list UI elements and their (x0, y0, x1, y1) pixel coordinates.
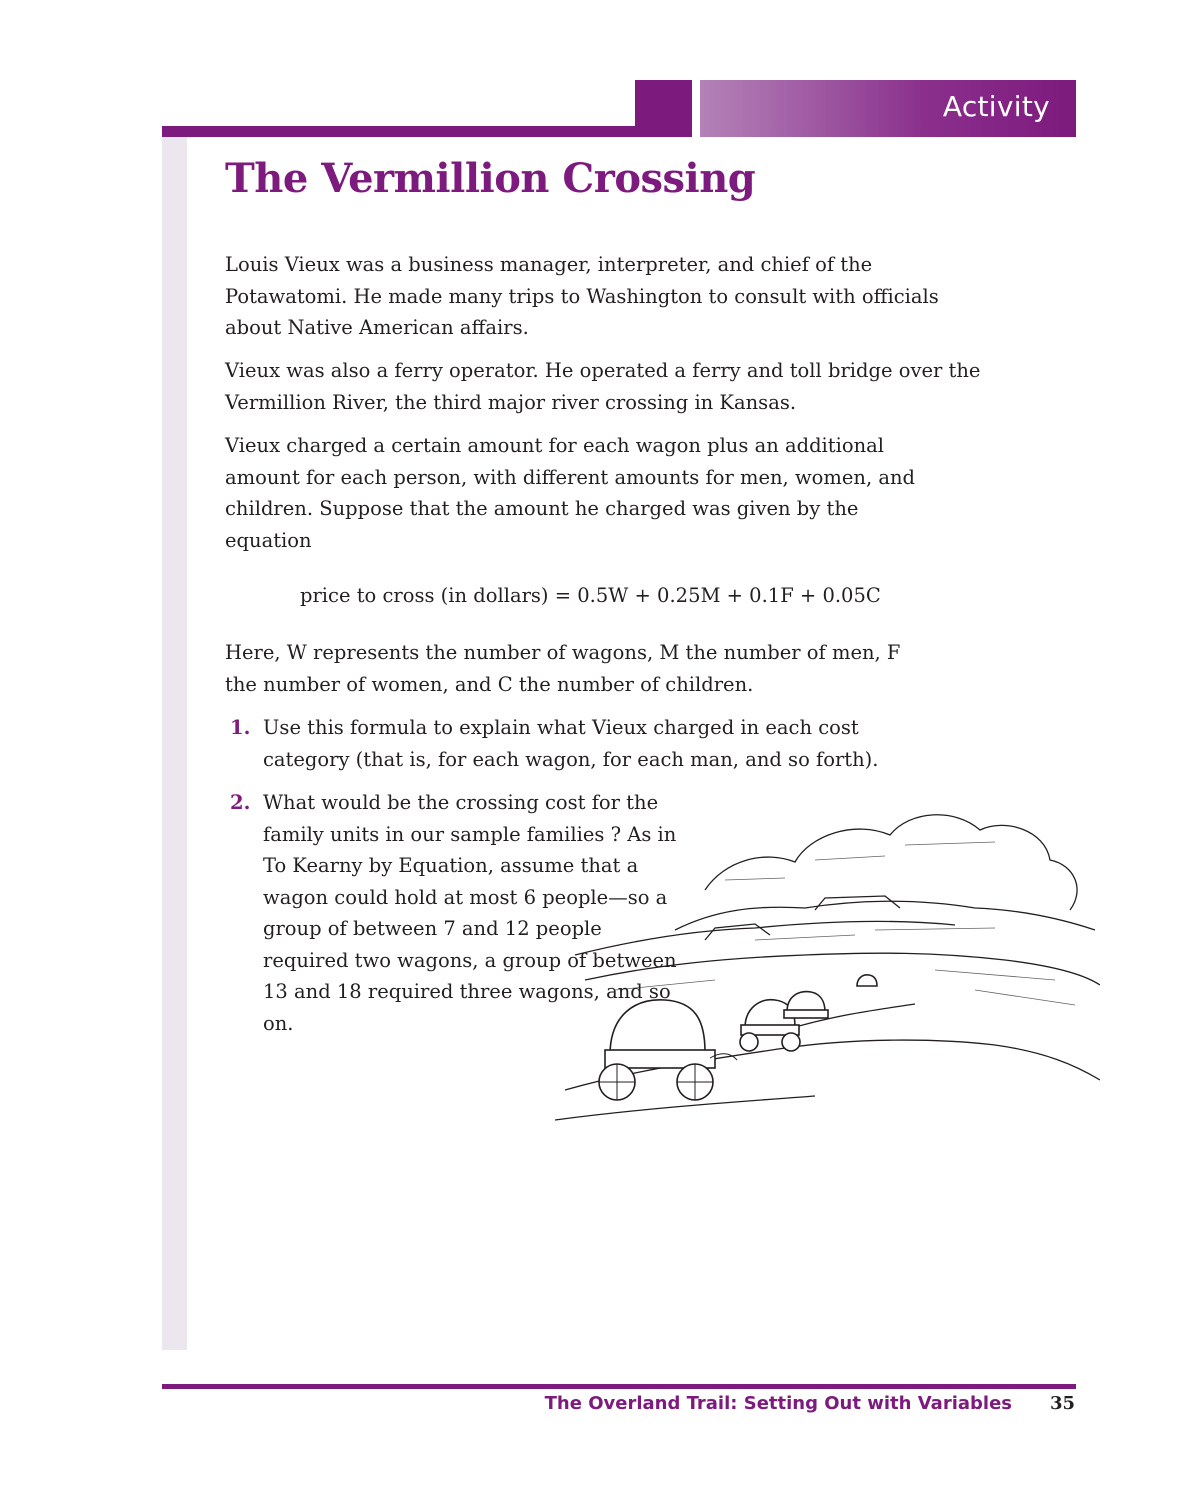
paragraph-variables: Here, W represents the number of wagons, M the number of men, F the number of women, and C the number of children. (225, 641, 901, 696)
wagon-train-illustration (555, 790, 1100, 1135)
page-number: 35 (1050, 1393, 1076, 1414)
activity-label: Activity (942, 90, 1050, 123)
question-1-number: 1. (230, 716, 251, 739)
page-title: The Vermillion Crossing (225, 155, 756, 202)
question-2-text: What would be the crossing cost for the family units in our sample families ? As in To Kearny by Equation, assume that a wagon could hold at most 6 people—so a group of between 7 and 12 people required two wagons, a group of between 13 and 18 required three wagons, and so on. (263, 791, 677, 1035)
footer-book-title: The Overland Trail: Setting Out with Variables (544, 1393, 1012, 1414)
activity-banner (635, 80, 1076, 137)
price-equation: price to cross (in dollars) = 0.5W + 0.25M + 0.1F + 0.05C (300, 584, 881, 607)
margin-sidebar (162, 137, 187, 1350)
paragraph-intro: Louis Vieux was a business manager, interpreter, and chief of the Potawatomi. He made many trips to Washington to consult with officials about Native American affairs. (225, 253, 939, 339)
paragraph-ferry: Vieux was also a ferry operator. He operated a ferry and toll bridge over the Vermillion River, the third major river crossing in Kansas. (225, 359, 981, 414)
header-rule (162, 126, 635, 137)
question-1-text: Use this formula to explain what Vieux charged in each cost category (that is, for each wagon, for each man, and so forth). (263, 716, 879, 771)
footer-rule (162, 1384, 1076, 1389)
question-2-number: 2. (230, 791, 251, 814)
paragraph-charges: Vieux charged a certain amount for each wagon plus an additional amount for each person, with different amounts for men, women, and children. Suppose that the amount he charged was given by the equation (225, 434, 916, 552)
question-1 (230, 712, 920, 775)
